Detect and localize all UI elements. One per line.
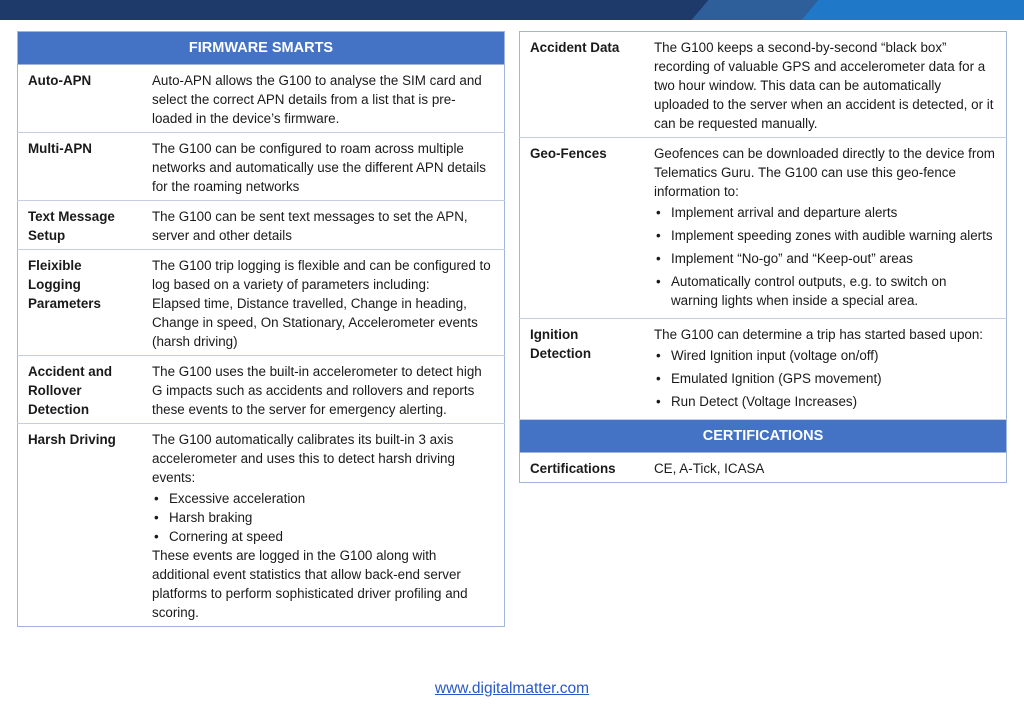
flexible-logging-intro: The G100 trip logging is flexible and can be configured to log based on a variety of parameters including: — [152, 258, 491, 292]
list-item: • Harsh braking — [152, 508, 494, 527]
website-link[interactable]: www.digitalmatter.com — [434, 680, 590, 697]
geo-fences-description — [644, 138, 1007, 319]
ignition-list — [654, 346, 996, 411]
harsh-driving-intro: The G100 automatically calibrates its built-in 3 axis accelerometer and uses this to detect harsh driving events: — [152, 432, 455, 485]
features-table — [519, 31, 1007, 483]
accident-rollover-description: The G100 uses the built-in accelerometer to detect high G impacts such as accidents and rollovers and reports these events to the server for emergency alerting. — [142, 356, 505, 424]
ignition-intro: The G100 can determine a trip has started based upon: — [654, 327, 984, 342]
accident-data-description: The G100 keeps a second-by-second “black box” recording of valuable GPS and accelerometer data for a two hour window. This data can be automatically uploaded to the server when an accident is detected, or it can be requested manually. — [644, 32, 1007, 138]
harsh-driving-description — [142, 424, 505, 627]
certifications-value: CE, A-Tick, ICASA — [654, 461, 765, 476]
table-row — [18, 250, 505, 356]
certifications-label: Certifications — [530, 461, 616, 476]
table-row — [520, 453, 1007, 483]
list-item: • Emulated Ignition (GPS movement) — [654, 369, 996, 388]
list-item: • Run Detect (Voltage Increases) — [654, 392, 996, 411]
ignition-detection-description — [644, 319, 1007, 420]
list-item: • Implement arrival and departure alerts — [654, 203, 996, 222]
certifications-header: CERTIFICATIONS — [520, 420, 1007, 453]
list-item: • Wired Ignition input (voltage on/off) — [654, 346, 996, 365]
firmware-smarts-table — [17, 31, 505, 627]
table-row — [520, 138, 1007, 319]
list-item: • Implement “No-go” and “Keep-out” areas — [654, 249, 996, 268]
multi-apn-label: Multi-APN — [18, 133, 143, 201]
top-banner — [0, 0, 1024, 20]
text-message-setup-label: Text Message Setup — [18, 201, 143, 250]
accident-data-label: Accident Data — [520, 32, 645, 138]
firmware-smarts-header: FIRMWARE SMARTS — [18, 32, 505, 65]
table-row — [18, 133, 505, 201]
harsh-driving-list — [152, 489, 494, 546]
table-row — [520, 32, 1007, 138]
multi-apn-description: The G100 can be configured to roam across multiple networks and automatically use the different APN details for the roaming networks — [142, 133, 505, 201]
ignition-detection-label: Ignition Detection — [520, 319, 645, 420]
table-row — [18, 356, 505, 424]
list-item: • Excessive acceleration — [152, 489, 494, 508]
list-item: • Implement speeding zones with audible warning alerts — [654, 226, 996, 245]
geo-fences-list — [654, 203, 996, 310]
auto-apn-description: Auto-APN allows the G100 to analyse the SIM card and select the correct APN details from a list that is pre-loaded in the device’s firmware. — [142, 65, 505, 133]
flexible-logging-label: Fleixible Logging Parameters — [18, 250, 143, 356]
flexible-logging-description — [142, 250, 505, 356]
harsh-driving-outro: These events are logged in the G100 along with additional event statistics that allow back-end server platforms to perform sophisticated driver profiling and scoring. — [152, 548, 468, 620]
geo-fences-label: Geo-Fences — [520, 138, 645, 319]
list-item: • Automatically control outputs, e.g. to switch on warning lights when inside a special area. — [654, 272, 996, 310]
table-row — [520, 319, 1007, 420]
accident-rollover-label: Accident and Rollover Detection — [18, 356, 143, 424]
table-row — [18, 65, 505, 133]
geo-fences-intro: Geofences can be downloaded directly to the device from Telematics Guru. The G100 can use this geo-fence information to: — [654, 146, 995, 199]
list-item: • Cornering at speed — [152, 527, 494, 546]
auto-apn-label: Auto-APN — [18, 65, 143, 133]
banner-stripe-accent — [802, 0, 1024, 20]
harsh-driving-label: Harsh Driving — [28, 432, 116, 447]
text-message-setup-description: The G100 can be sent text messages to set the APN, server and other details — [142, 201, 505, 250]
table-row — [18, 424, 505, 627]
table-row — [18, 201, 505, 250]
flexible-logging-parameters: Elapsed time, Distance travelled, Change in heading, Change in speed, On Stationary, Accelerometer events (harsh driving) — [152, 296, 478, 349]
